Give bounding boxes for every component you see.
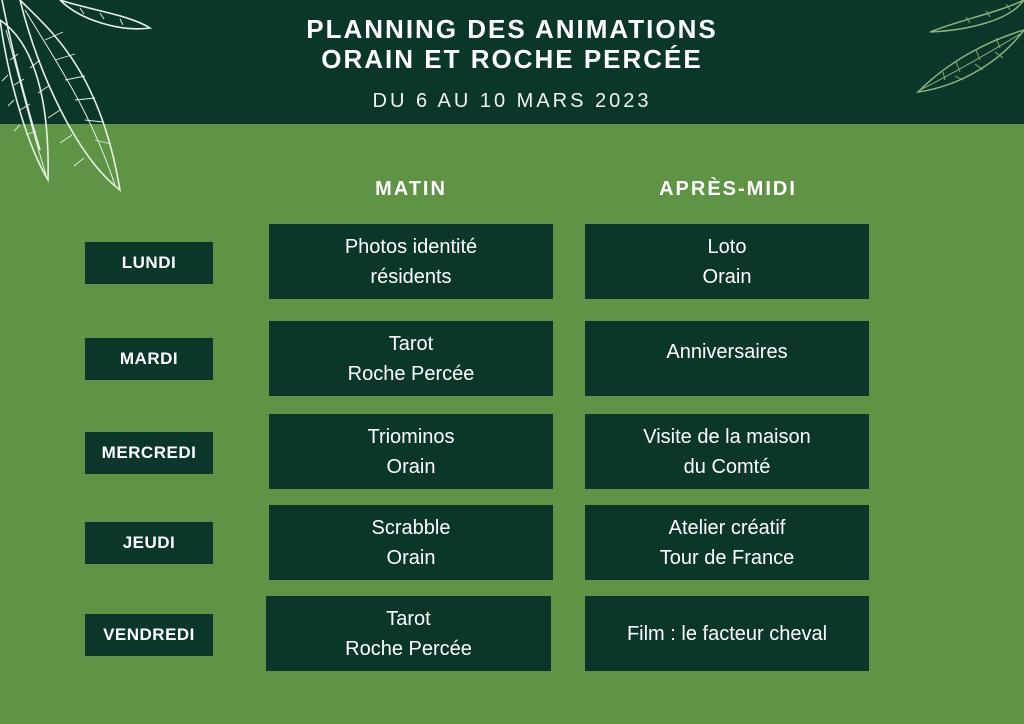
morning-activity: Tarot Roche Percée (269, 321, 553, 396)
day-label: LUNDI (85, 242, 213, 284)
afternoon-activity: Film : le facteur cheval (585, 596, 869, 671)
morning-activity: Photos identité résidents (269, 224, 553, 299)
afternoon-activity: Anniversaires (585, 321, 869, 396)
date-range: DU 6 AU 10 MARS 2023 (372, 90, 652, 112)
day-label: JEUDI (85, 522, 213, 564)
afternoon-activity: Loto Orain (585, 224, 869, 299)
leaf-branch-icon (0, 0, 180, 210)
leaf-branch-icon (900, 0, 1024, 100)
afternoon-activity: Visite de la maison du Comté (585, 414, 869, 489)
column-header-morning: MATIN (375, 178, 447, 200)
day-label: MERCREDI (85, 432, 213, 474)
column-header-afternoon: APRÈS-MIDI (659, 178, 797, 200)
day-label: VENDREDI (85, 614, 213, 656)
day-label: MARDI (85, 338, 213, 380)
morning-activity: Triominos Orain (269, 414, 553, 489)
morning-activity: Scrabble Orain (269, 505, 553, 580)
morning-activity: Tarot Roche Percée (266, 596, 551, 671)
afternoon-activity: Atelier créatif Tour de France (585, 505, 869, 580)
page-title: PLANNING DES ANIMATIONS ORAIN ET ROCHE PERCÉE (306, 14, 718, 74)
